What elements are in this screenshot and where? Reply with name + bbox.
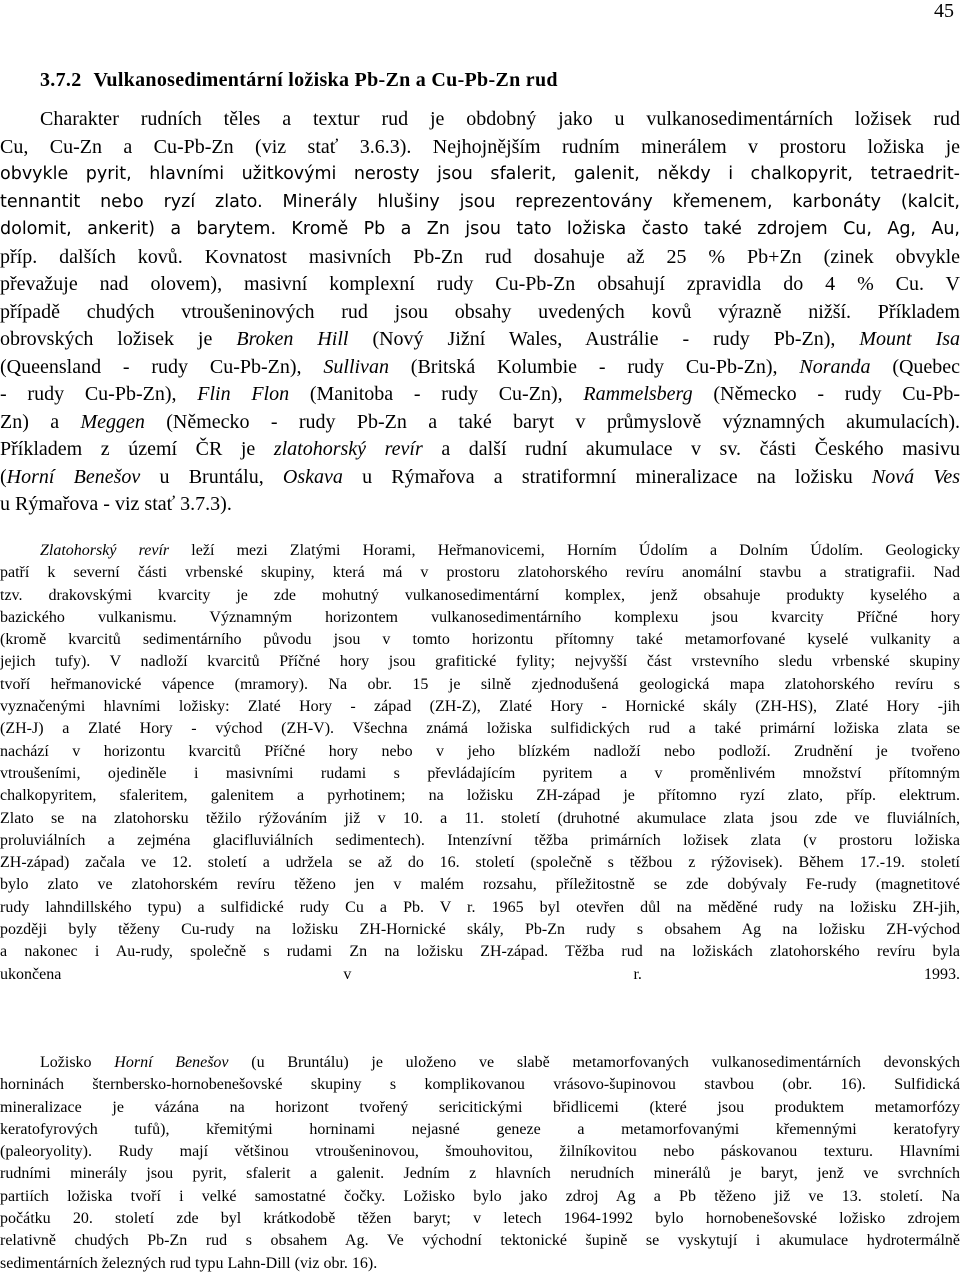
text-span: (ZH-J) a Zlaté Hory - východ (ZH-V). Všechna známá ložiska sulfidických rud a také primární ložiska zlata se [0, 720, 960, 738]
text-span: vyznačenými hlavními ložisky: Zlaté Hory - západ (ZH-Z), Zlaté Hory - Hornické skály (ZH-HS), Zlaté Hory -jih [0, 698, 960, 716]
text-span: později byly těženy Cu-rudy na ložisku ZH-Hornické skály, Pb-Zn rudy s obsahem Ag na ložisku ZH-východ [0, 921, 960, 939]
text-span: horninách šternbersko-hornobenešovské skupiny s komplikovanou vrásovo-šupinovou stavbou (obr. 16). Sulfidická [0, 1076, 960, 1094]
deposit-name: Sullivan [323, 355, 389, 378]
text-span: chalkopyritem, sfaleritem, galenitem a pyrhotinem; na ložisku ZH-západ je přítomno ryzí zlato, příp. elektrum. [0, 787, 960, 805]
paragraph-horni-benesov [0, 1052, 960, 1275]
text-span: bazického vulkanismu. Významným horizontem vulkanosedimentárního komplexu jsou kvarcity Příčné hory [0, 608, 960, 626]
text-line [0, 964, 960, 986]
text-span: Cu, Cu-Zn a Cu-Pb-Zn (viz stať 3.6.3). Nejhojnějším rudním minerálem v prostoru ložiska je [0, 135, 960, 158]
text-span: ( [0, 465, 7, 488]
text-span: a další rudní akumulace v sv. části Českého masivu [441, 438, 960, 460]
text-span: a nakonec i Au-rudy, společně s rudami Zn na ložisku ZH-západ. Těžba rud na ložiskách zlatohorského revíru byla [0, 943, 960, 961]
deposit-name: Broken Hill [236, 328, 349, 350]
text-span: - rudy Cu-Pb-Zn), [0, 383, 177, 405]
text-line [0, 941, 960, 963]
text-line [0, 585, 960, 607]
text-line [0, 1163, 960, 1185]
text-span: proluviálních a zejména glacifluviálních sedimentech). Intenzívní těžba primárních ložisek zlata (v prostoru ložiska [0, 831, 960, 849]
section-title: Vulkanosedimentární ložiska Pb-Zn a Cu-Pb-Zn rud [93, 69, 558, 91]
text-line [0, 830, 960, 852]
text-span: mineralizace je vázána na horizont tvořený sericitickými břidlicemi (které jsou produktem metamorfózy [0, 1098, 960, 1116]
text-span: vtroušeními, ojediněle i masivními rudami s převládajícím pyritem a v proměnlivém množství přítomným [0, 764, 960, 782]
text-span: (paleoryolity). Rudy mají většinou vtroušeninovou, šmouhovitou, žilníkovitou nebo páskovanou texturu. Hlavními [0, 1143, 960, 1161]
text-span: tennantit nebo ryzí zlato. Minerály hlušiny jsou reprezentovány křemenem, karbonáty (kalcit, [0, 191, 960, 212]
text-line [0, 436, 960, 464]
deposit-name: Horní Benešov [6, 465, 141, 488]
paragraph-intro [0, 106, 960, 519]
text-line [0, 785, 960, 807]
text-span: ukončena v r. 1993. [0, 965, 960, 983]
page-number: 45 [934, 0, 954, 22]
text-line [0, 1208, 960, 1230]
text-span: (u Bruntálu) je uloženo ve slabě metamorfovaných vulkanosedimentárních devonských [251, 1054, 960, 1071]
text-line [0, 216, 960, 244]
text-span: obrovských ložisek je [0, 328, 213, 350]
text-line [0, 106, 960, 134]
text-span: (Queensland - rudy Cu-Pb-Zn), [0, 355, 302, 378]
text-line [0, 696, 960, 718]
text-span: nachází v horizontu kvarcitů Příčné hory nebo v jeho blízkém nadloží nebo podloží. Zrudnění je tvořeno [0, 742, 960, 760]
text-line [0, 381, 960, 409]
text-line [0, 607, 960, 629]
deposit-name: Oskava [282, 465, 343, 488]
text-span: dolomit, ankerit) a barytem. Kromě Pb a Zn jsou tato ložiska často také zdrojem Cu, Ag, Au, [0, 219, 960, 239]
text-line [0, 1186, 960, 1208]
text-line [0, 741, 960, 763]
deposit-name: Flin Flon [197, 383, 290, 405]
text-span: (Manitoba - rudy Cu-Zn), [309, 383, 563, 405]
text-span: Příkladem z území ČR je [0, 438, 256, 460]
text-line [0, 189, 960, 217]
text-line [0, 1141, 960, 1163]
text-line [0, 1074, 960, 1096]
text-span: keratofyrových tufů), křemitými horninami nejasné geneze a metamorfovanými křemennými keratofyry [0, 1120, 960, 1138]
text-span: ZH-západ) začala ve 12. století a udržela se až do 16. století (společně s těžbou z rýžovisek). Během 17.-19. století [0, 854, 960, 872]
section-number: 3.7.2 [40, 69, 82, 91]
text-line [0, 808, 960, 830]
deposit-name: zlatohorský revír [273, 438, 423, 460]
text-line [0, 409, 960, 437]
text-span: rudy lahndillského typu) a sulfidické rudy Cu a Pb. V r. 1965 byl otevřen důl na měděné rudy na ložisku ZH-jih, [0, 898, 960, 916]
text-line [0, 919, 960, 941]
text-line [0, 874, 960, 896]
text-span: Zlato se na zlatohorsku těžilo rýžováním již v 10. a 11. století (druhotné akumulace zlata jsou zde ve fluviálních, [0, 809, 960, 827]
text-span: partiích ložiska tvoří i velké samostatné čočky. Ložisko bylo jako zdroj Ag a Pb těženo již ve 13. století. Na [0, 1187, 960, 1205]
text-line [0, 134, 960, 162]
text-span: (Quebec [892, 355, 960, 378]
text-line [0, 354, 960, 382]
text-line [0, 244, 960, 272]
text-span: (Nový Jižní Wales, Austrálie - rudy Pb-Zn), [372, 328, 836, 350]
deposit-name: Mount Isa [859, 328, 960, 350]
text-span: u Rýmařova a stratiformní mineralizace na ložisku [362, 465, 853, 488]
text-line [0, 651, 960, 673]
section-heading [40, 68, 558, 92]
text-line [0, 562, 960, 584]
text-line [0, 1097, 960, 1119]
deposit-name: Horní Benešov [114, 1054, 229, 1071]
text-line [0, 161, 960, 189]
text-span: počátku 20. století zde byl krátkodobě těžen baryt; v letech 1964-1992 bylo hornobenešovské ložisko zdrojem [0, 1210, 960, 1228]
text-line [0, 852, 960, 874]
text-line [0, 491, 960, 519]
text-span: Zn) a [0, 410, 60, 433]
text-span: sedimentárních železných rud typu Lahn-Dill (viz obr. 16). [0, 1254, 378, 1272]
deposit-name: Meggen [80, 410, 145, 433]
paragraph-zlate-hory [0, 540, 960, 986]
text-span: převažuje nad olovem), masivní komplexní rudy Cu-Pb-Zn obsahují zpravidla do 4 % Cu. V [0, 273, 960, 295]
text-span: leží mezi Zlatými Horami, Heřmanovicemi, Horním Údolím a Dolním Údolím. Geologicky [191, 542, 960, 559]
text-line [0, 718, 960, 740]
text-span: (Německo - rudy Cu-Pb- [713, 383, 960, 405]
text-span: u Bruntálu, [159, 465, 264, 488]
text-line [0, 674, 960, 696]
text-span: bylo zlato ve zlatohorském revíru těženo jen v malém rozsahu, příležitostně se zde dobývaly Fe-rudy (magnetitové [0, 876, 960, 894]
text-span: tzv. drakovskými kvarcity je zde mohutný vulkanosedimentární komplex, jenž obsahuje produkty kyselého a [0, 586, 960, 604]
text-line [0, 763, 960, 785]
text-span: Charakter rudních těles a textur rud je obdobný jako u vulkanosedimentárních ložisek rud [40, 108, 960, 130]
text-span: patří k severní části vrbenské skupiny, která má v prostoru zlatohorského revíru anomální stavbu a stratigrafii. Nad [0, 564, 960, 582]
text-line [0, 629, 960, 651]
deposit-name: Noranda [799, 355, 871, 378]
text-span: případě chudých vtroušeninových rud jsou obsahy uvedených kovů výrazně nižší. Příkladem [0, 300, 960, 323]
text-line [0, 897, 960, 919]
text-span: (kromě kvarcitů sedimentárního původu jsou v tomto horizontu přítomny také metamorfované kyselé vulkanity a [0, 631, 960, 649]
text-line [0, 1052, 960, 1074]
text-line [0, 326, 960, 354]
text-span: obvykle pyrit, hlavními užitkovými nerosty jsou sfalerit, galenit, někdy i chalkopyrit, tetraedrit- [0, 164, 960, 184]
text-line [0, 1119, 960, 1141]
text-span: u Rýmařova - viz stať 3.7.3). [0, 493, 232, 515]
text-span: příp. dalších kovů. Kovnatost masivních Pb-Zn rud dosahuje až 25 % Pb+Zn (zinek obvykle [0, 245, 960, 268]
text-span: relativně chudých Pb-Zn rud s obsahem Ag. Ve východní tektonické šupině se vyskytují i akumulace hydrotermálně [0, 1232, 960, 1250]
text-line [0, 299, 960, 327]
deposit-name: Rammelsberg [583, 383, 693, 405]
text-span: tvoří heřmanovické vápence (mramory). Na obr. 15 je silně zjednodušená geologická mapa zlatohorského revíru s [0, 675, 960, 693]
text-span: Ložisko [40, 1054, 92, 1071]
text-line [0, 271, 960, 299]
text-span: (Britská Kolumbie - rudy Cu-Pb-Zn), [410, 355, 778, 378]
text-span: jejich tufy). V nadloží kvarcitů Příčné hory jsou grafitické fylity; nejvyšší část vrstevního sledu vrbenské skupiny [0, 653, 960, 671]
text-span: rudními minerály jsou pyrit, sfalerit a galenit. Jedním z hlavních nerudních minerálů je baryt, jenž ve svrchních [0, 1165, 960, 1183]
text-span: (Německo - rudy Pb-Zn a také baryt v průmyslově významných akumulacích). [166, 410, 960, 433]
text-line [0, 1253, 960, 1275]
text-line [0, 1230, 960, 1252]
text-line [0, 464, 960, 492]
deposit-name: Nová Ves [871, 465, 960, 488]
district-name: Zlatohorský revír [40, 542, 170, 559]
text-line [0, 540, 960, 562]
